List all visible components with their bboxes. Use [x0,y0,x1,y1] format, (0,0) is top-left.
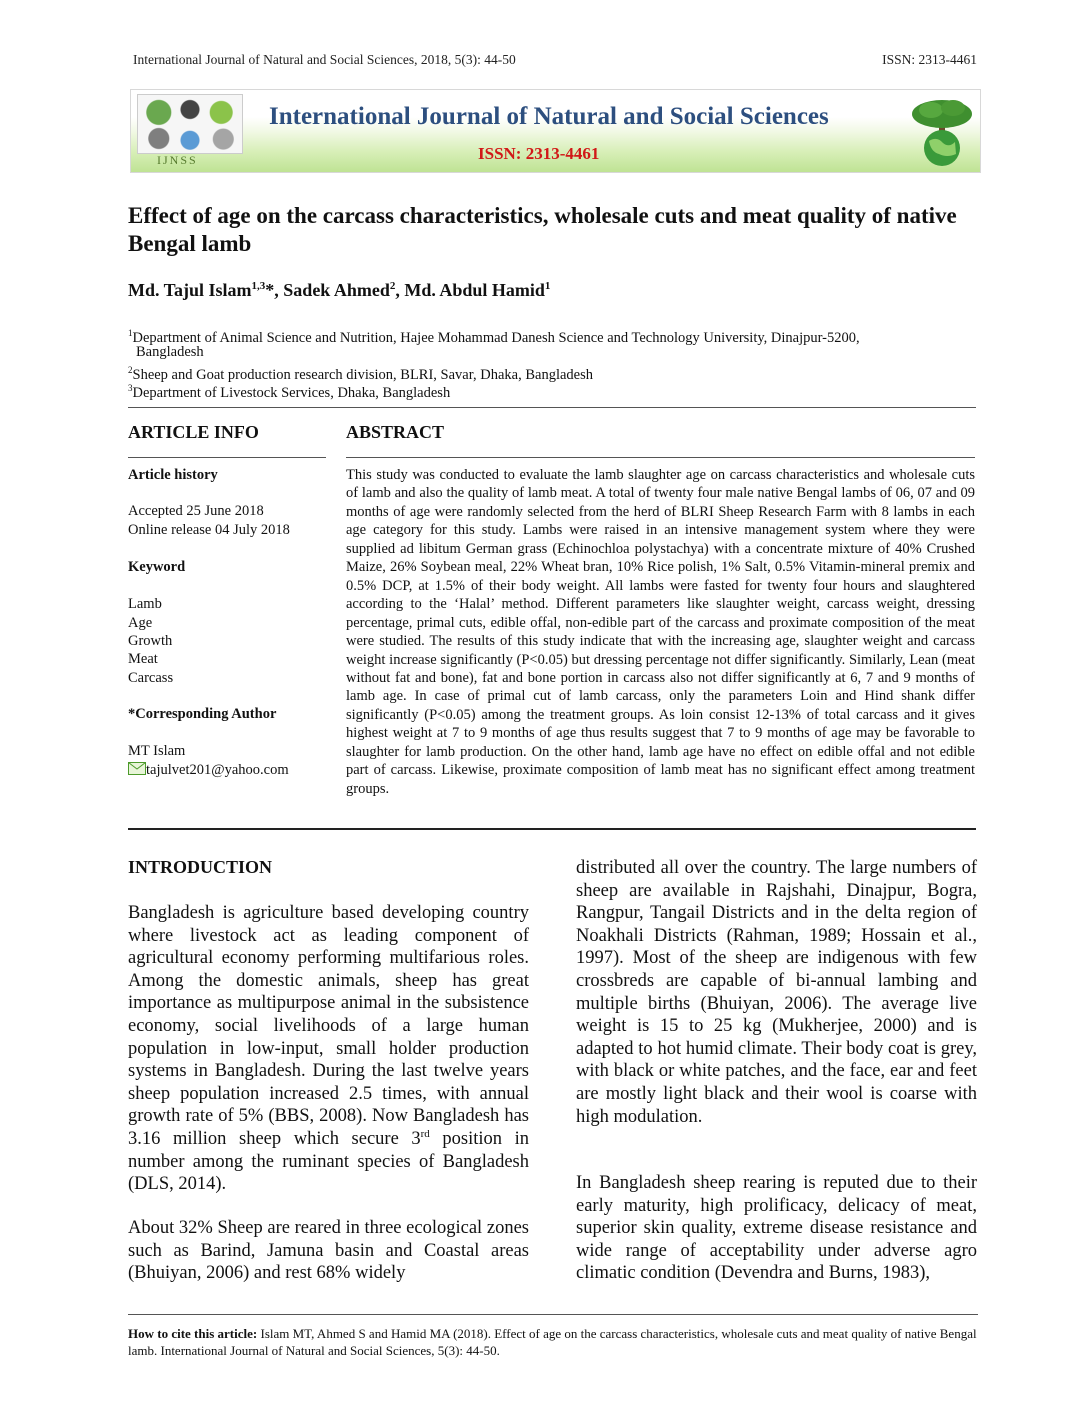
article-info-divider [128,457,326,458]
affiliation-mark: 1 [128,328,133,338]
journal-banner [130,89,981,173]
keyword-item: Growth [128,633,173,649]
affiliation-continued: Bangladesh [136,344,204,360]
author-affiliation-mark: 1,3 [251,280,266,292]
globe-tree-icon [909,96,975,168]
online-release-date: Online release 04 July 2018 [128,522,290,538]
running-header-right: ISSN: 2313-4461 [882,52,977,67]
author-name: Md. Tajul Islam [128,280,252,300]
affiliation-text: Sheep and Goat production research division, BLRI, Savar, Dhaka, Bangladesh [132,366,593,383]
author-affiliation-mark: 2 [389,280,396,292]
keyword-item: Age [128,615,153,631]
affiliation [128,324,860,347]
how-to-cite [128,1325,978,1359]
keyword-item: Meat [128,651,158,667]
intro-text: position in number among the ruminant species of Bangladesh (DLS, 2014). [128,1128,529,1195]
affiliation-text: Department of Animal Science and Nutrition, Hajee Mohammad Danesh Science and Technology University, Dinajpur-5200, [132,329,860,346]
journal-banner-issn: ISSN: 2313-4461 [478,144,600,163]
keyword-item: Lamb [128,596,162,612]
email-text[interactable]: tajulvet201@yahoo.com [146,762,289,778]
affiliation-mark: 3 [128,383,133,393]
introduction-heading: INTRODUCTION [128,857,273,877]
corresponding-email[interactable] [128,761,289,780]
journal-logo-text: IJNSS [157,153,198,167]
footer-divider [128,1314,978,1315]
abstract-divider [346,457,975,458]
cite-text: Islam MT, Ahmed S and Hamid MA (2018). Effect of age on the carcass characteristics, wholesale cuts and meat quality of native Bengal lamb. International Journal of Natural and Social Sciences, 5(3): 44-50. [128,1326,977,1358]
corresponding-author-name: MT Islam [128,743,186,759]
corresponding-author-heading: *Corresponding Author [128,706,277,722]
envelope-icon [128,762,146,775]
accepted-date: Accepted 25 June 2018 [128,503,264,519]
intro-paragraph: In Bangladesh sheep rearing is reputed due to their early maturity, high prolificacy, delicacy of meat, superior skin quality, extreme disease resistance and wide range of acceptability under adverse agro climatic condition (Devendra and Burns, 1983), [576,1173,977,1284]
keyword-item: Carcass [128,670,174,686]
intro-paragraph [128,902,529,1196]
abstract-heading: ABSTRACT [346,422,445,442]
affiliation [128,379,450,402]
journal-collage-logo [137,94,243,154]
author-affiliation-mark: 1 [544,280,551,292]
abstract-bottom-rule [128,828,976,830]
running-header-left: International Journal of Natural and Social Sciences, 2018, 5(3): 44-50 [133,52,516,67]
intro-text: Bangladesh is agriculture based developing country where livestock act as leading component of agricultural economy performing multifarious roles. Among the domestic animals, sheep has great importance as multipurpose animal in the subsistence economy, social livelihoods of a large human population in low-input, small holder production systems in Bangladesh. During the last twelve years sheep population increased 2.5 times, with annual growth rate of 5% (BBS, 2008). Now Bangladesh has 3.16 million sheep which secure 3 [128,903,529,1149]
keyword-heading: Keyword [128,559,186,575]
header-divider [128,407,976,408]
author-name: Sadek Ahmed [283,280,390,300]
article-info-heading: ARTICLE INFO [128,422,259,442]
article-title: Effect of age on the carcass characteristics, wholesale cuts and meat quality of native Bengal lamb [128,203,957,256]
affiliation-mark: 2 [128,365,133,375]
intro-paragraph: About 32% Sheep are reared in three ecological zones such as Barind, Jamuna basin and Coastal areas (Bhuiyan, 2006) and rest 68% widely [128,1218,529,1284]
ordinal-superscript: rd [420,1127,430,1140]
cite-label: How to cite this article: [128,1326,258,1341]
author-separator: , [395,280,405,300]
author-list [128,280,550,301]
affiliation-text: Department of Livestock Services, Dhaka, Bangladesh [132,384,451,401]
abstract-text: This study was conducted to evaluate the lamb slaughter age on carcass characteristics and wholesale cuts of lamb and also the quality of lamb meat. A total of twenty four male native Bengal lambs of 06, 07 and 09 months of age were randomly selected from the herd of BLRI Sheep Research Farm with 8 lambs in each age category for this study. Lambs were raised in an intensive management system where they were supplied ad libitum German grass (Echinochloa polystachya) with a concentrate mixture of 40% Crushed Maize, 26% Soybean meal, 22% Wheat bran, 10% Rice polish, 1% Salt, 0.5% Vitamin-mineral premix and 0.5% DCP, at 1.5% of their body weight. All lambs were fasted for twenty four hours and slaughtered according to the ‘Halal’ method. Different parameters like slaughter weight, carcass weight, dressing percentage, primal cuts, edible offal, non-edible part of the carcass and proximate composition of the meat were studied. The results of this study indicate that with the increasing age, slaughter weight and carcass weight increase significantly (P<0.05) but dressing percentage not differ significantly. Similarly, Lean (meat without fat and bone), fat and bone portion in carcass also not differ significantly at 6, 7 and 9 months of lamb age. In case of primal cut of lamb carcass, only the parameters Loin and Hind shank differ significantly (P<0.05) among the treatment groups. As loin consist 12-13% of total carcass and it gives highest weight at 7 to 9 months of age thus results suggest that 7 to 9 months of age may be favorable to slaughter for lamb production. On the other hand, lamb age have no effect on edible offal and not edible part of carcass. Likewise, proximate composition of lamb meat has no significant effect among treatment groups. [346,467,975,797]
article-history-heading: Article history [128,467,218,483]
journal-banner-title: International Journal of Natural and Social Sciences [269,103,829,130]
author-name: Md. Abdul Hamid [404,280,545,300]
intro-paragraph: distributed all over the country. The large numbers of sheep are available in Rajshahi, Dinajpur, Bogra, Rangpur, Tangail Districts and in the delta region of Noakhali Districts (Rahman, 1989; Hossain et al., 1997). Most of the sheep are indigenous with few crossbreds are capable of bi-annual lambing and multiple births (Bhuiyan, 2006). The average live weight is 15 to 25 kg (Mukherjee, 2000) and is adapted to hot humid climate. Their body coat is grey, with black or white patches, and the face, ear and feet are mostly light black and their wool is coarse with high modulation. [576,858,977,1127]
author-separator: *, [265,280,284,300]
